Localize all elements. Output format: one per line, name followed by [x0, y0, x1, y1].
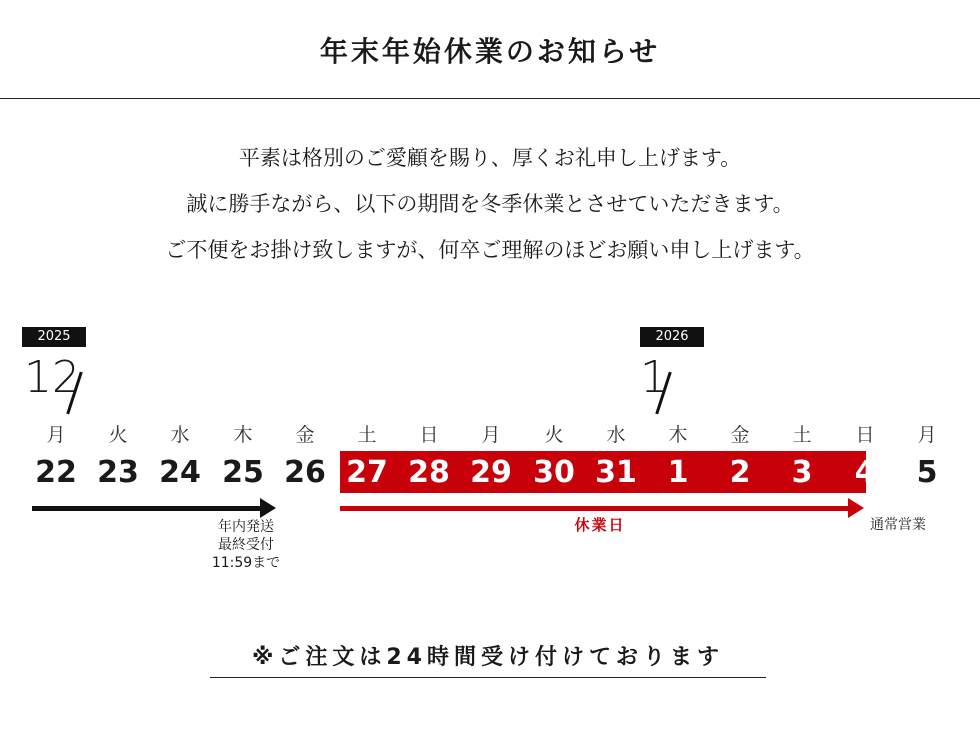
day-of-week-label: 金	[295, 424, 315, 446]
day-of-week-label: 木	[233, 424, 253, 446]
holiday-date: 2	[729, 455, 751, 490]
holiday-date: 29	[470, 455, 512, 490]
holiday-date: 30	[533, 455, 575, 490]
intro-line: ご不便をお掛け致しますが、何卒ご理解のほどお願い申し上げます。	[165, 238, 815, 262]
month-number-dec: 12	[24, 352, 80, 403]
day-of-week-label: 火	[108, 424, 128, 446]
day-of-week-label: 月	[917, 424, 937, 446]
business-date: 22	[35, 455, 77, 490]
note-line: 最終受付	[218, 537, 274, 553]
arrow-head-icon	[848, 498, 864, 518]
day-of-week-label: 日	[855, 424, 875, 446]
holiday-date: 31	[595, 455, 637, 490]
resume-label: 通常営業	[870, 517, 926, 533]
page-title: 年末年始休業のお知らせ	[319, 35, 661, 68]
day-of-week-label: 月	[481, 424, 501, 446]
month-number-jan: 1	[640, 352, 668, 403]
holiday-date: 4	[854, 455, 876, 490]
holiday-date: 28	[408, 455, 450, 490]
note-line: 11:59まで	[211, 555, 281, 571]
day-of-week-label: 水	[606, 424, 626, 446]
year-badge-2026: 2026	[640, 327, 704, 347]
holiday-arrow	[340, 506, 850, 511]
last-order-arrow	[32, 506, 262, 511]
arrow-head-icon	[260, 498, 276, 518]
holiday-label: 休業日	[574, 516, 626, 534]
intro-line: 平素は格別のご愛顧を賜り、厚くお礼申し上げます。	[238, 146, 742, 170]
holiday-date: 27	[346, 455, 388, 490]
business-date: 5	[916, 455, 938, 490]
day-of-week-label: 土	[357, 424, 377, 446]
note-line: 年内発送	[218, 519, 274, 535]
footer-note: ※ご注文は24時間受け付けております	[210, 640, 766, 678]
day-of-week-label: 火	[544, 424, 564, 446]
day-of-week-label: 日	[419, 424, 439, 446]
day-of-week-label: 水	[170, 424, 190, 446]
holiday-date: 1	[667, 455, 689, 490]
day-of-week-label: 金	[730, 424, 750, 446]
holiday-date: 3	[791, 455, 813, 490]
title-divider	[0, 98, 980, 99]
business-date: 23	[97, 455, 139, 490]
intro-line: 誠に勝手ながら、以下の期間を冬季休業とさせていただきます。	[186, 192, 794, 216]
day-of-week-label: 土	[792, 424, 812, 446]
business-date: 25	[222, 455, 264, 490]
day-of-week-label: 月	[46, 424, 66, 446]
day-of-week-label: 木	[668, 424, 688, 446]
business-date: 24	[159, 455, 201, 490]
intro-text	[0, 140, 980, 278]
business-date: 26	[284, 455, 326, 490]
last-order-note	[196, 518, 296, 572]
year-badge-2025: 2025	[22, 327, 86, 347]
